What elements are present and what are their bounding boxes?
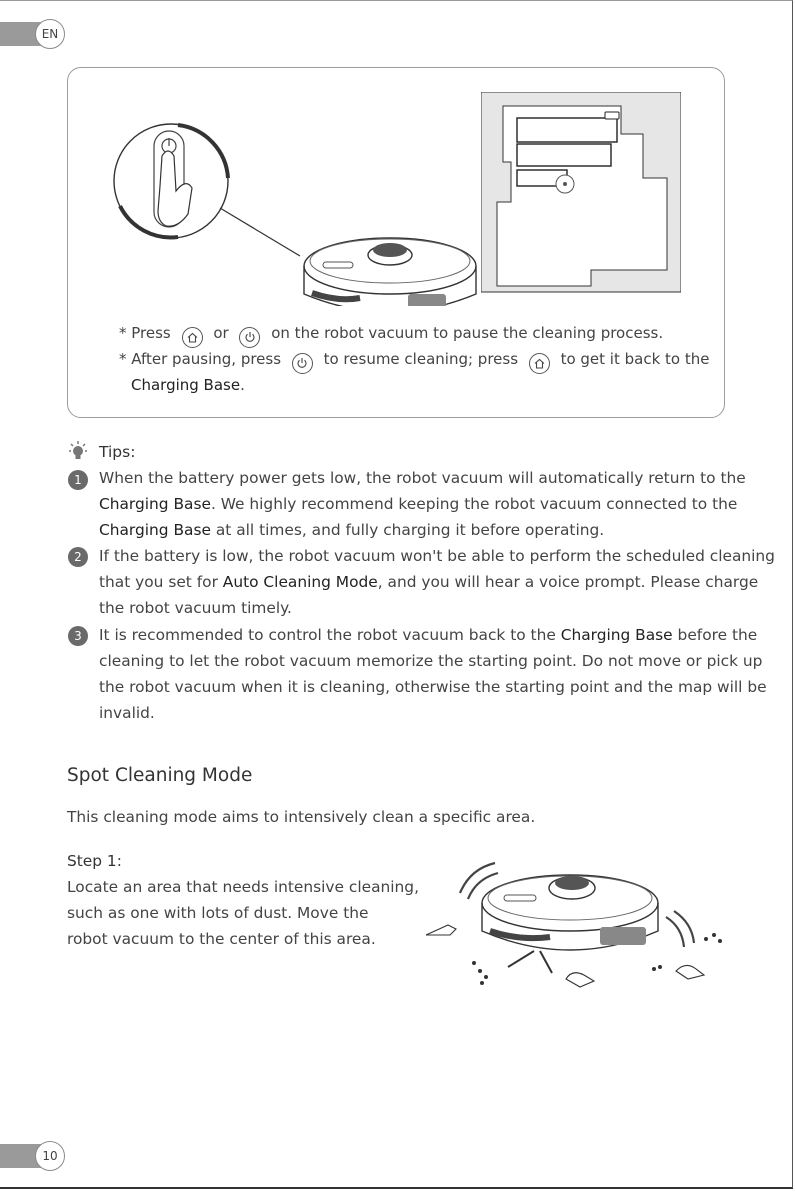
tip-3-line-1 — [99, 626, 757, 644]
charging-base-term: Charging Base — [131, 376, 241, 394]
tip-number-2: 2 — [68, 547, 88, 567]
tip-2-line-2 — [99, 573, 758, 591]
lightbulb-icon — [66, 440, 90, 464]
tip-text: , and you will hear a voice prompt. Please charge — [377, 573, 759, 591]
note-1-before: * Press — [119, 324, 171, 342]
tip-3-line-3 — [99, 678, 767, 696]
finger-press-illustration — [108, 116, 478, 306]
tips-title: Tips: — [99, 443, 136, 461]
tip-text: When the battery power gets low, the robot vacuum will automatically return to the — [99, 469, 746, 487]
note-line-2 — [119, 350, 709, 374]
note-line-3 — [131, 376, 245, 394]
note-3-after: . — [240, 376, 245, 394]
tip-text: cleaning to let the robot vacuum memorize the starting point. Do not move or pick up — [99, 652, 763, 670]
note-2-after: to get it back to the — [560, 350, 710, 368]
step-line-3: robot vacuum to the center of this area. — [67, 930, 376, 948]
home-button-icon — [182, 327, 203, 348]
tip-text: at all times, and fully charging it before operating. — [210, 521, 605, 539]
robot-vacuum-spot-cleaning-illustration — [420, 855, 730, 1000]
tip-number-1: 1 — [68, 470, 88, 490]
section-title: Spot Cleaning Mode — [67, 765, 253, 786]
note-2-before: * After pausing, press — [119, 350, 282, 368]
tip-number-3: 3 — [68, 626, 88, 646]
note-1-after: on the robot vacuum to pause the cleaning process. — [271, 324, 664, 342]
tip-text: It is recommended to control the robot vacuum back to the — [99, 626, 561, 644]
charging-base-term: Charging Base — [560, 626, 673, 644]
note-2-middle: to resume cleaning; press — [323, 350, 519, 368]
pause-instruction-box — [67, 67, 725, 418]
home-button-icon — [529, 353, 550, 374]
tip-1-line-2 — [99, 495, 737, 513]
power-button-icon — [292, 353, 313, 374]
charging-base-term: Charging Base — [99, 521, 211, 539]
tip-1-line-3 — [99, 521, 604, 539]
tip-2-line-1 — [99, 547, 775, 565]
tip-text: . We highly recommend keeping the robot vacuum connected to the — [210, 495, 738, 513]
tip-text: invalid. — [99, 704, 155, 722]
tip-text: If the battery is low, the robot vacuum won't be able to perform the scheduled cleaning — [99, 547, 775, 565]
tip-3-line-4 — [99, 704, 155, 722]
section-intro: This cleaning mode aims to intensively clean a specific area. — [67, 808, 536, 826]
note-1-or: or — [213, 324, 229, 342]
tip-text: that you set for — [99, 573, 223, 591]
tip-text: before the — [672, 626, 758, 644]
tip-text: the robot vacuum timely. — [99, 599, 292, 617]
floor-map-illustration — [481, 92, 681, 293]
charging-base-term: Charging Base — [99, 495, 211, 513]
tip-2-line-3 — [99, 599, 292, 617]
tip-1-line-1 — [99, 469, 746, 487]
note-line-1 — [119, 324, 663, 348]
step-title: Step 1: — [67, 852, 122, 870]
tip-3-line-2 — [99, 652, 762, 670]
tip-text: the robot vacuum when it is cleaning, otherwise the starting point and the map will be — [99, 678, 767, 696]
page-number: 10 — [35, 1141, 65, 1171]
power-button-icon — [239, 327, 260, 348]
language-tab: EN — [35, 19, 65, 49]
step-line-1: Locate an area that needs intensive cleaning, — [67, 878, 419, 896]
step-line-2: such as one with lots of dust. Move the — [67, 904, 369, 922]
auto-cleaning-mode-term: Auto Cleaning Mode — [222, 573, 378, 591]
